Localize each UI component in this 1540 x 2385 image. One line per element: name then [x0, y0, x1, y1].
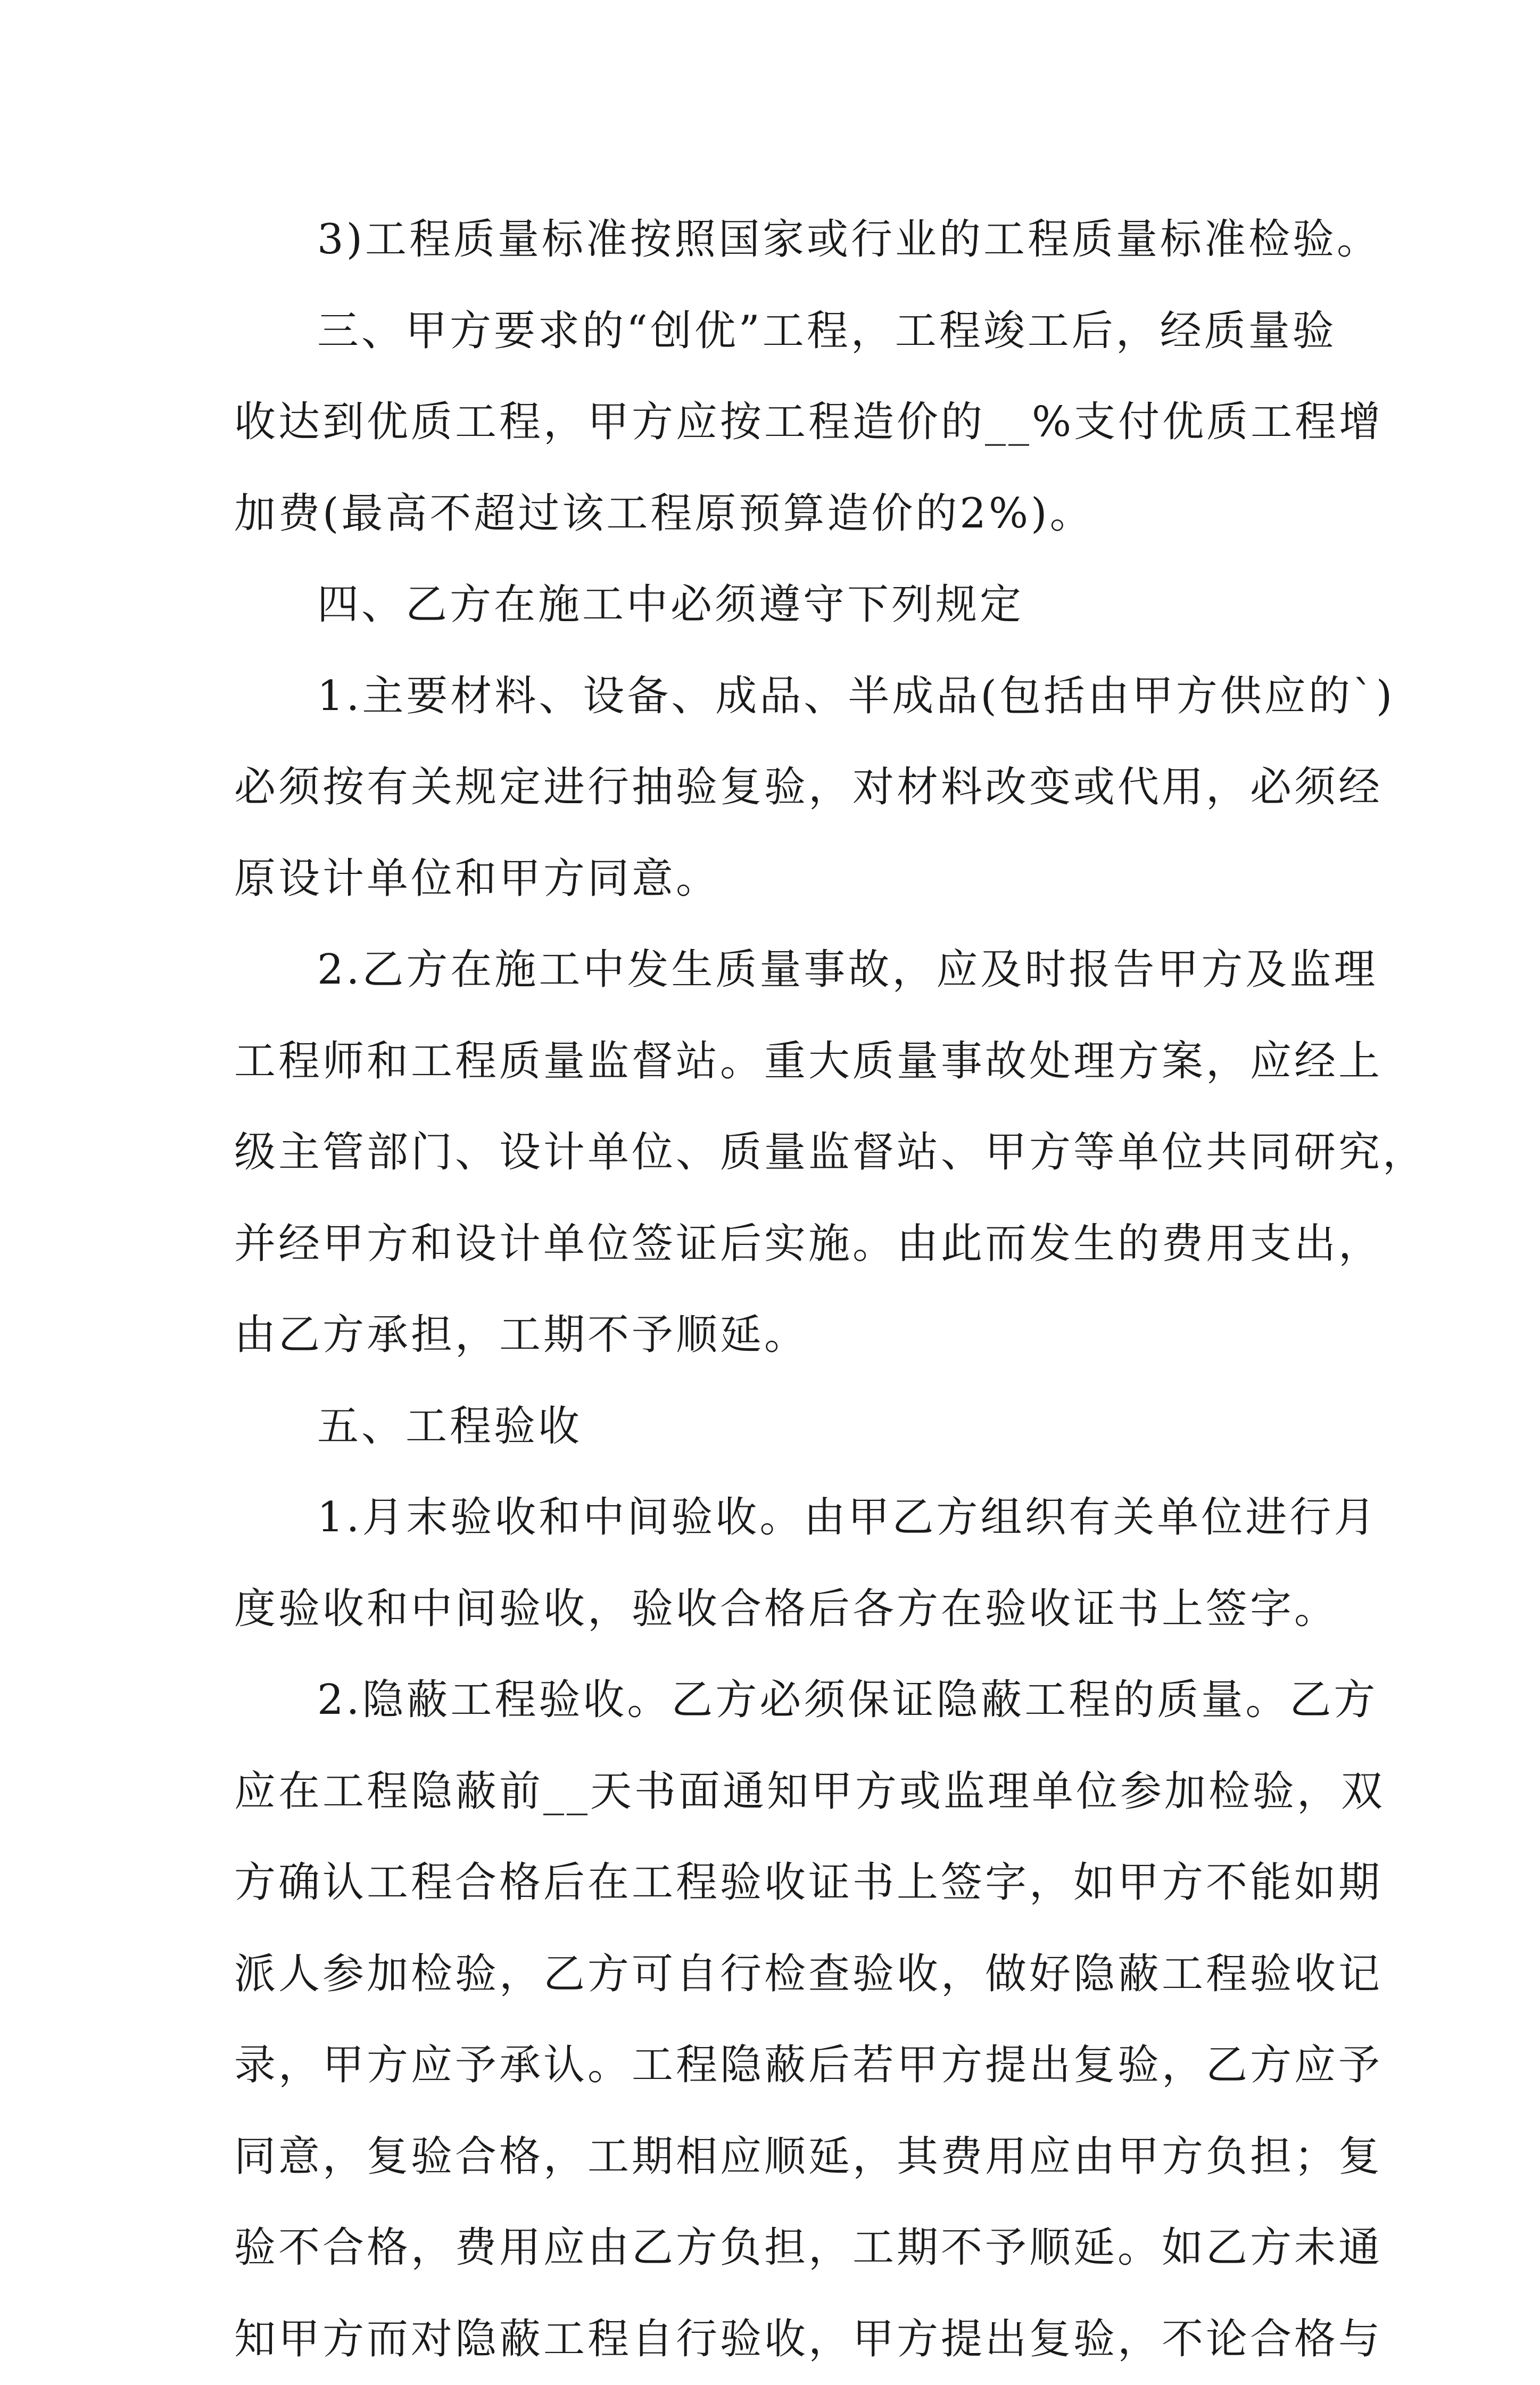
section-heading-4: 四、乙方在施工中必须遵守下列规定: [234, 559, 1320, 651]
text-line-23: 验不合格，费用应由乙方负担，工期不予顺延。如乙方未通: [234, 2202, 1320, 2294]
text-line-3: 收达到优质工程，甲方应按工程造价的__%支付优质工程增: [234, 377, 1320, 468]
text-line-18: 应在工程隐蔽前__天书面通知甲方或监理单位参加检验，双: [234, 1746, 1320, 1838]
text-line-17: 2.隐蔽工程验收。乙方必须保证隐蔽工程的质量。乙方: [234, 1655, 1320, 1746]
text-line-8: 原设计单位和甲方同意。: [234, 833, 1320, 925]
text-line-15: 1.月末验收和中间验收。由甲乙方组织有关单位进行月: [234, 1472, 1320, 1564]
text-line-1: 3)工程质量标准按照国家或行业的工程质量标准检验。: [234, 194, 1320, 286]
section-heading-5: 五、工程验收: [234, 1381, 1320, 1473]
text-line-11: 级主管部门、设计单位、质量监督站、甲方等单位共同研究，: [234, 1107, 1320, 1199]
text-line-10: 工程师和工程质量监督站。重大质量事故处理方案，应经上: [234, 1016, 1320, 1108]
text-line-2: 三、甲方要求的“创优”工程，工程竣工后，经质量验: [234, 286, 1320, 377]
text-line-6: 1.主要材料、设备、成品、半成品(包括由甲方供应的`): [234, 651, 1320, 742]
document-page: [234, 194, 1320, 2385]
text-line-22: 同意，复验合格，工期相应顺延，其费用应由甲方负担；复: [234, 2111, 1320, 2203]
text-line-13: 由乙方承担，工期不予顺延。: [234, 1290, 1320, 1381]
text-line-7: 必须按有关规定进行抽验复验，对材料改变或代用，必须经: [234, 742, 1320, 833]
text-line-9: 2.乙方在施工中发生质量事故，应及时报告甲方及监理: [234, 925, 1320, 1016]
text-line-20: 派人参加检验，乙方可自行检查验收，做好隐蔽工程验收记: [234, 1929, 1320, 2020]
text-line-21: 录，甲方应予承认。工程隐蔽后若甲方提出复验，乙方应予: [234, 2020, 1320, 2111]
text-line-12: 并经甲方和设计单位签证后实施。由此而发生的费用支出，: [234, 1199, 1320, 1290]
text-line-4: 加费(最高不超过该工程原预算造价的2%)。: [234, 468, 1320, 560]
text-line-19: 方确认工程合格后在工程验收证书上签字，如甲方不能如期: [234, 1837, 1320, 1929]
text-line-24: 知甲方而对隐蔽工程自行验收，甲方提出复验，不论合格与: [234, 2294, 1320, 2385]
text-line-16: 度验收和中间验收，验收合格后各方在验收证书上签字。: [234, 1564, 1320, 1655]
